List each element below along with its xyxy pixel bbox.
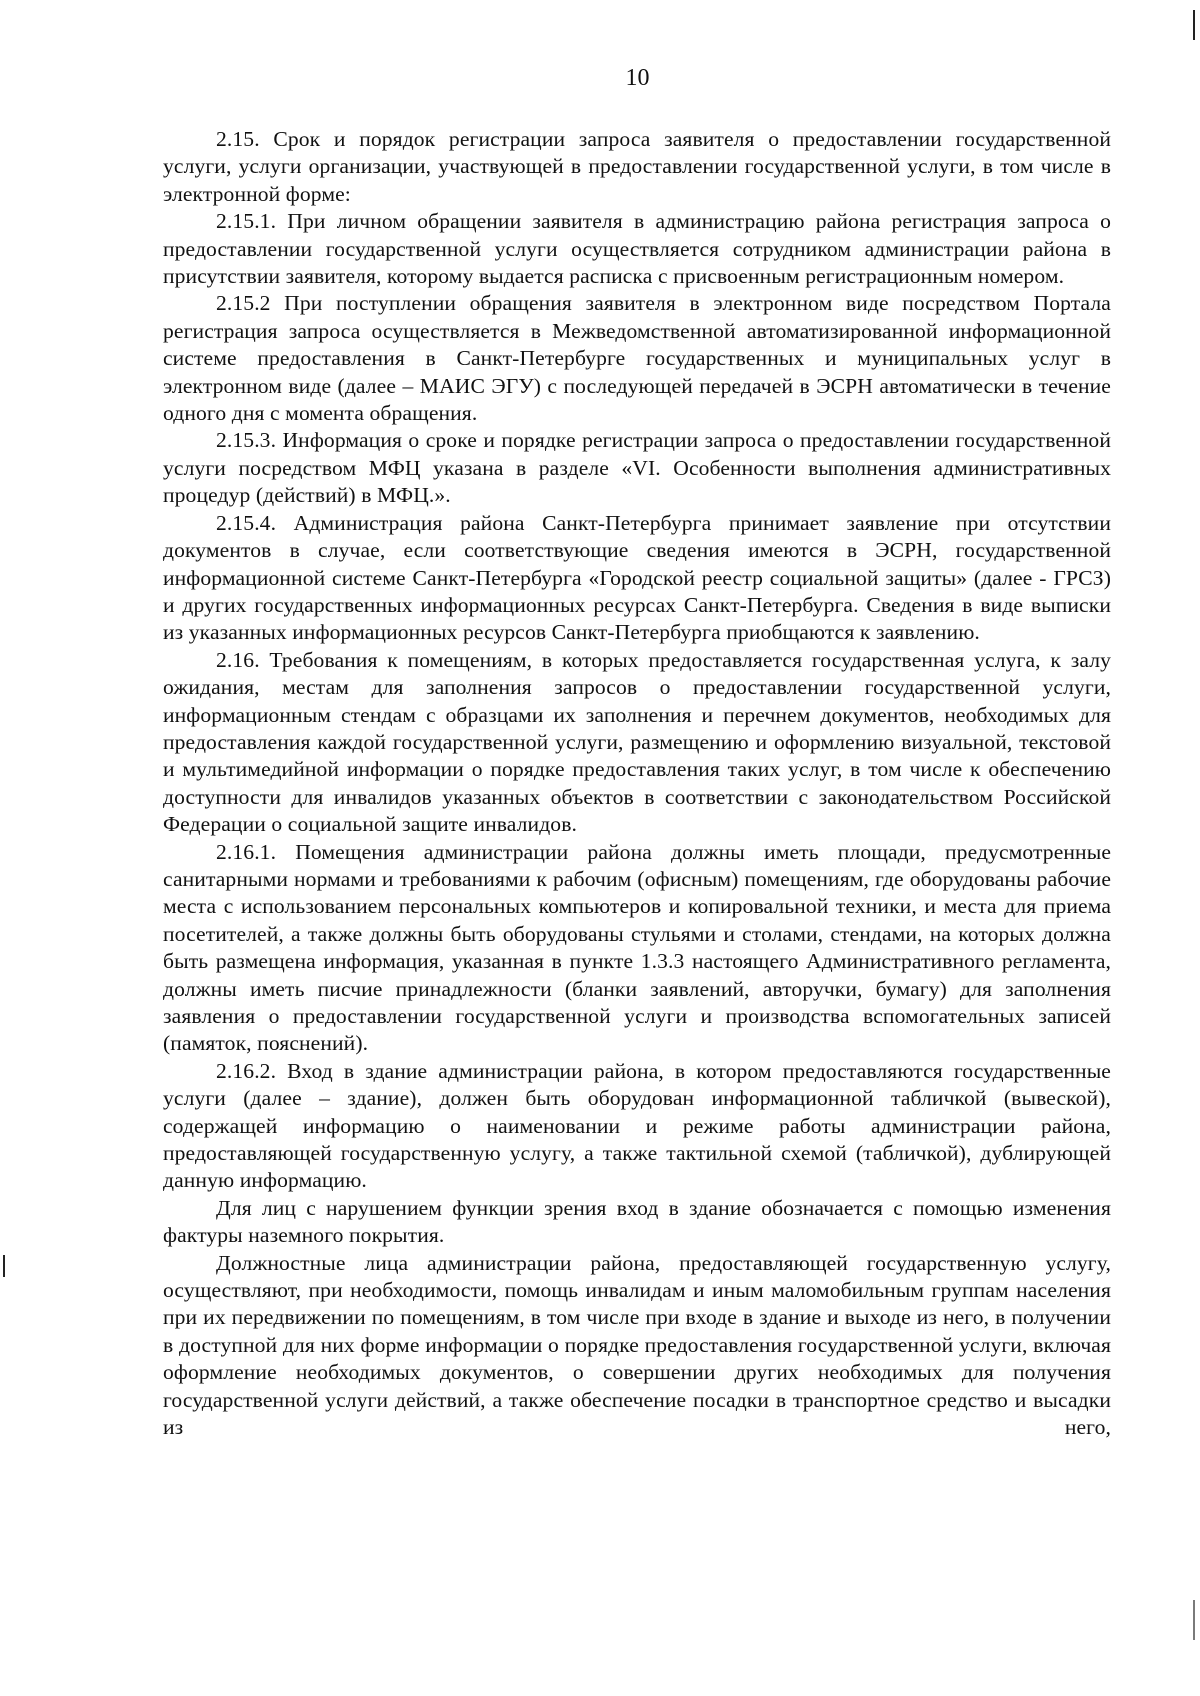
scan-edge-mark-right-1 [1193, 10, 1195, 40]
paragraph-2-15: 2.15. Срок и порядок регистрации запроса заявителя о предоставлении государственной услуги, услуги организации, участвующей в предоставлении государственной услуги, в том числе в электронной форме: [163, 127, 1111, 206]
paragraph-2-16-2: 2.16.2. Вход в здание администрации района, в котором предоставляются государственные услуги (далее – здание), должен быть оборудован информационной табличкой (вывеской), содержащей информацию о наименовании и режиме работы администрации района, предоставляющей государственную услугу, а также тактильной схемой (табличкой), дублирующей данную информацию. [163, 1058, 1111, 1193]
paragraph-2-16: 2.16. Требования к помещениям, в которых предоставляется государственная услуга, к залу ожидания, местам для заполнения запросов о предоставлении государственной услуги, информационным стендам с образцами их заполнения и перечнем документов, необходимых для предоставления каждой государственной услуги, размещению и оформлению визуальной, текстовой и мультимедийной информации о порядке предоставления таких услуг, в том числе к обеспечению доступности для инвалидов указанных объектов в соответствии с законодательством Российской Федерации о социальной защите инвалидов. [163, 647, 1111, 837]
document-body [163, 126, 1111, 1442]
paragraph-officials-assistance: Должностные лица администрации района, предоставляющей государственную услугу, осуществляют, при необходимости, помощь инвалидам и иным маломобильным группам населения при их передвижении по помещениям, в том числе при входе в здание и выходе из него, в получении в доступной для них форме информации о порядке предоставления государственной услуги, включая оформление необходимых документов, о совершении других необходимых для получения государственной услуги действий, а также обеспечение посадки в транспортное средство и высадки из него, [163, 1250, 1111, 1440]
paragraph-2-15-1: 2.15.1. При личном обращении заявителя в администрацию района регистрация запроса о предоставлении государственной услуги осуществляется сотрудником администрации района в присутствии заявителя, которому выдается расписка с присвоенным регистрационным номером. [163, 209, 1111, 289]
scan-edge-mark-right-2 [1193, 1600, 1195, 1640]
paragraph-2-15-2: 2.15.2 При поступлении обращения заявителя в электронном виде посредством Портала регистрация запроса осуществляется в Межведомственной автоматизированной информационной системе предоставления в Санкт-Петербурге государственных и муниципальных услуг в электронном виде (далее – МАИС ЭГУ) с последующей передачей в ЭСРН автоматически в течение одного дня с момента обращения. [163, 291, 1111, 426]
paragraph-2-15-4: 2.15.4. Администрация района Санкт-Петербурга принимает заявление при отсутствии документов в случае, если соответствующие сведения имеются в ЭСРН, государственной информационной системе Санкт-Петербурга «Городской реестр социальной защиты» (далее - ГРСЗ) и других государственных информационных ресурсах Санкт-Петербурга. Сведения в виде выписки из указанных информационных ресурсов Санкт-Петербурга приобщаются к заявлению. [163, 510, 1111, 645]
paragraph-vision-impaired: Для лиц с нарушением функции зрения вход в здание обозначается с помощью изменения фактуры наземного покрытия. [163, 1195, 1111, 1248]
scan-edge-mark-left-1 [3, 1255, 5, 1277]
paragraph-2-16-1: 2.16.1. Помещения администрации района должны иметь площади, предусмотренные санитарными нормами и требованиями к рабочим (офисным) помещениям, где оборудованы рабочие места с использованием персональных компьютеров и копировальной техники, и места для приема посетителей, а также должны быть оборудованы стульями и столами, стендами, на которых должна быть размещена информация, указанная в пункте 1.3.3 настоящего Административного регламента, должны иметь писчие принадлежности (бланки заявлений, авторучки, бумагу) для заполнения заявления о предоставлении государственной услуги и производства вспомогательных записей (памяток, пояснений). [163, 839, 1111, 1056]
page-number: 10 [625, 65, 650, 91]
paragraph-2-15-3: 2.15.3. Информация о сроке и порядке регистрации запроса о предоставлении государственной услуги посредством МФЦ указана в разделе «VI. Особенности выполнения административных процедур (действий) в МФЦ.». [163, 428, 1111, 508]
